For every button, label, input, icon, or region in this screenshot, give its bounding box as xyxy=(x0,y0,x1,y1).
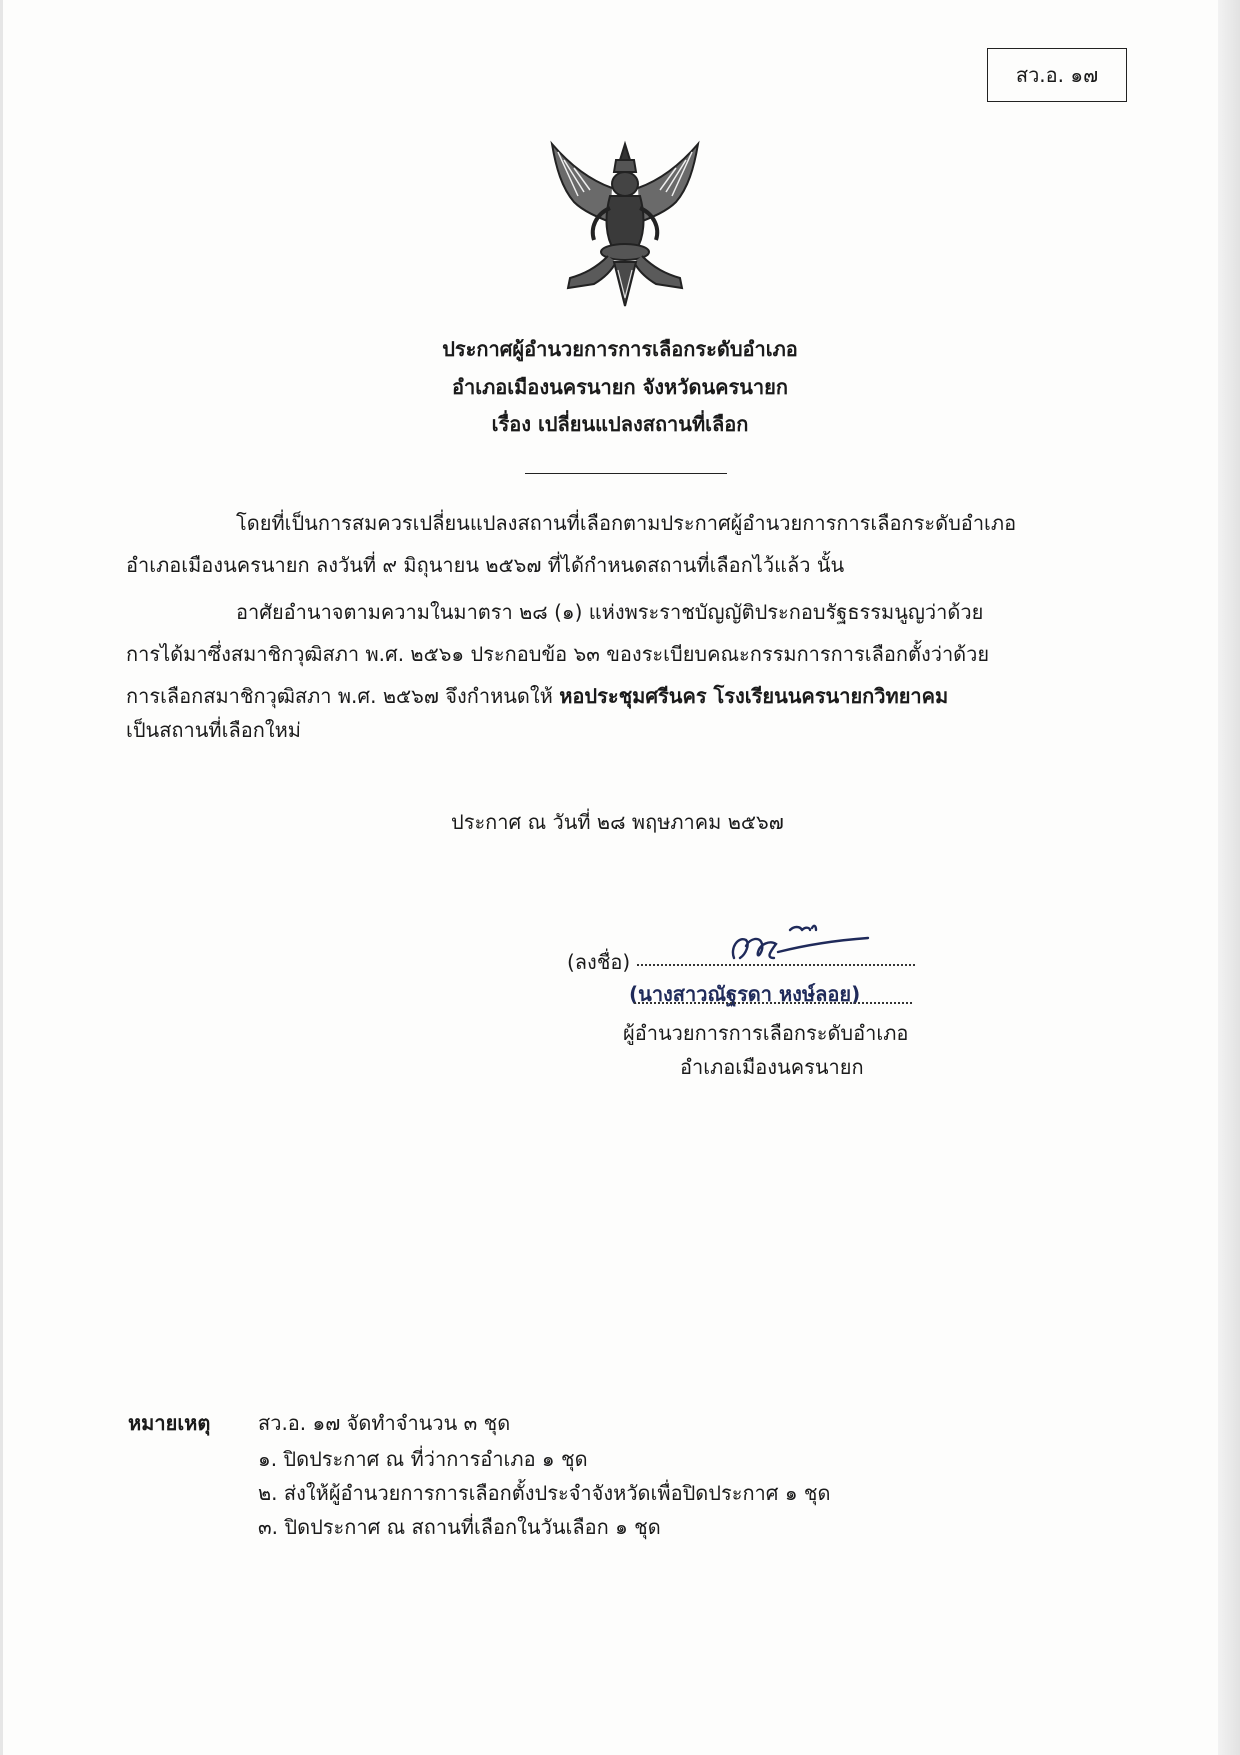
remarks-line-2: ๑. ปิดประกาศ ณ ที่ว่าการอำเภอ ๑ ชุด xyxy=(258,1447,588,1471)
form-code-box: สว.อ. ๑๗ xyxy=(987,48,1127,102)
heading-line-1: ประกาศผู้อำนวยการการเลือกระดับอำเภอ xyxy=(442,337,798,361)
signature-line xyxy=(637,964,915,966)
signatory-name: (นางสาวณัฐรดา หงษ์ลอย) xyxy=(629,982,861,1006)
remarks-line-3: ๒. ส่งให้ผู้อำนวยการการเลือกตั้งประจำจังหวัดเพื่อปิดประกาศ ๑ ชุด xyxy=(258,1481,831,1505)
paragraph-1-line-1: โดยที่เป็นการสมควรเปลี่ยนแปลงสถานที่เลือกตามประกาศผู้อำนวยการการเลือกระดับอำเภอ xyxy=(236,511,1017,535)
heading-divider xyxy=(525,473,727,474)
heading-line-2: อำเภอเมืองนครนายก จังหวัดนครนายก xyxy=(452,375,788,399)
garuda-emblem-icon xyxy=(544,138,706,310)
signatory-position-line-2: อำเภอเมืองนครนายก xyxy=(680,1055,864,1079)
paragraph-2-line-3-text: การเลือกสมาชิกวุฒิสภา พ.ศ. ๒๕๖๗ จึงกำหนดให้ xyxy=(126,684,553,708)
new-venue-name: หอประชุมศรีนคร โรงเรียนนครนายกวิทยาคม xyxy=(559,684,949,708)
paragraph-2-line-1: อาศัยอำนาจตามความในมาตรา ๒๘ (๑) แห่งพระราชบัญญัติประกอบรัฐธรรมนูญว่าด้วย xyxy=(236,600,984,624)
signature-label: (ลงชื่อ) xyxy=(567,950,631,974)
paragraph-2-line-3 xyxy=(126,680,948,712)
remarks-label: หมายเหตุ xyxy=(128,1411,211,1435)
name-line xyxy=(634,1002,912,1004)
page-left-edge xyxy=(0,0,3,1755)
paragraph-2-line-2: การได้มาซึ่งสมาชิกวุฒิสภา พ.ศ. ๒๕๖๑ ประกอบข้อ ๖๓ ของระเบียบคณะกรรมการการเลือกตั้งว่าด้วย xyxy=(126,642,990,666)
paragraph-2-line-4: เป็นสถานที่เลือกใหม่ xyxy=(126,718,301,742)
signatory-position-line-1: ผู้อำนวยการการเลือกระดับอำเภอ xyxy=(623,1021,909,1045)
announcement-date: ประกาศ ณ วันที่ ๒๘ พฤษภาคม ๒๕๖๗ xyxy=(451,810,784,834)
paragraph-1-line-2: อำเภอเมืองนครนายก ลงวันที่ ๙ มิถุนายน ๒๕๖๗ ที่ได้กำหนดสถานที่เลือกไว้แล้ว นั้น xyxy=(126,553,845,577)
heading-subject: เรื่อง เปลี่ยนแปลงสถานที่เลือก xyxy=(491,412,749,436)
remarks-line-4: ๓. ปิดประกาศ ณ สถานที่เลือกในวันเลือก ๑ ชุด xyxy=(258,1515,661,1539)
page-right-edge xyxy=(1218,0,1240,1755)
remarks-line-1: สว.อ. ๑๗ จัดทำจำนวน ๓ ชุด xyxy=(258,1411,511,1435)
